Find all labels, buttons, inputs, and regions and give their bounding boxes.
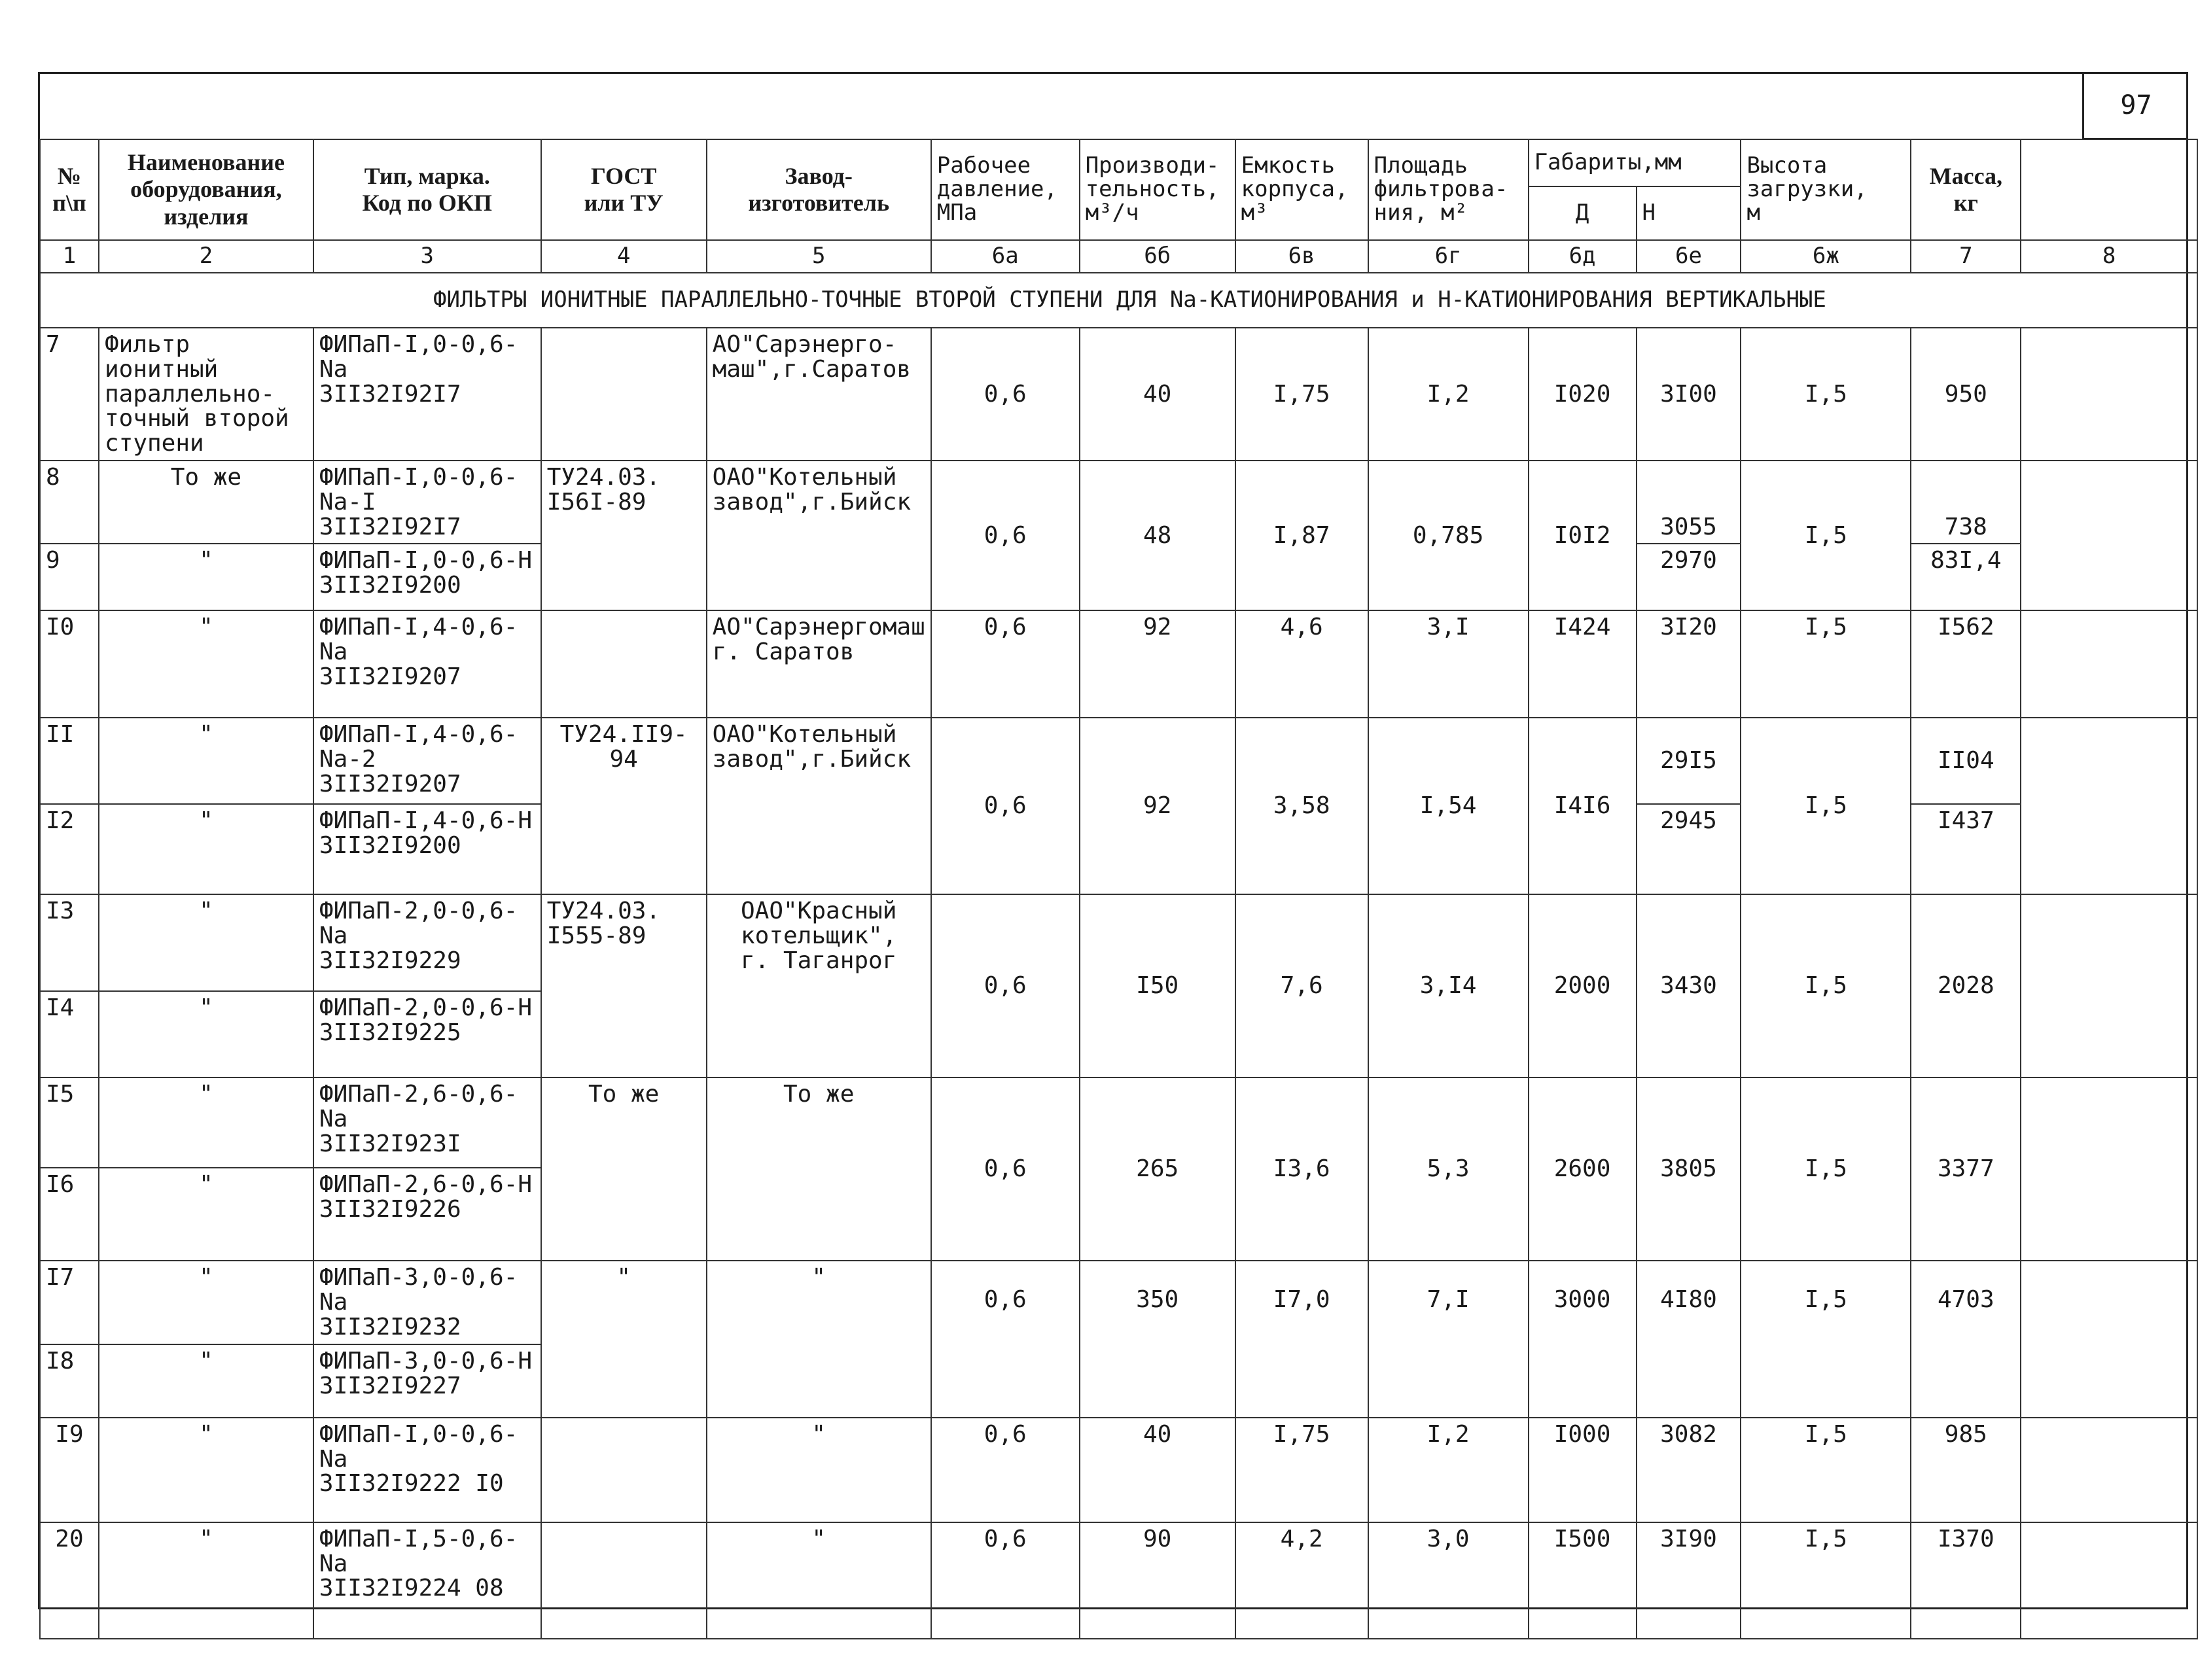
column-number-row <box>40 240 2197 273</box>
col8-cell <box>2021 1077 2197 1261</box>
manufacturer: ОАО"Котельный завод",г.Бийск <box>707 718 931 894</box>
dim-h: 3I20 <box>1637 610 1741 718</box>
filter-area: 3,0 <box>1368 1522 1529 1639</box>
header-plant: Завод- изготовитель <box>707 139 931 240</box>
col8-cell <box>2021 1261 2197 1417</box>
mass: I437 <box>1911 804 2021 894</box>
col8-cell <box>2021 328 2197 461</box>
header-row <box>40 139 2197 186</box>
gost-spec: " <box>541 1261 707 1417</box>
page-number: 97 <box>2082 72 2188 140</box>
equipment-name: " <box>99 1418 313 1522</box>
type-code: ФИПаП-I,0-0,6- Na-I 3II32I92I7 <box>313 461 541 544</box>
col-number: 6а <box>931 240 1080 273</box>
volume: I,87 <box>1235 461 1368 610</box>
table-row <box>40 1077 2197 1168</box>
volume: I7,0 <box>1235 1261 1368 1417</box>
volume: 4,6 <box>1235 610 1368 718</box>
row-num: 7 <box>40 328 99 461</box>
capacity: 40 <box>1080 1418 1235 1522</box>
gost-spec <box>541 1522 707 1639</box>
header-load-height: Высота загрузки, м <box>1741 139 1911 240</box>
mass: 738 <box>1911 461 2021 544</box>
header-name: Наименование оборудования, изделия <box>99 139 313 240</box>
manufacturer: АО"Сарэнерго- маш",г.Саратов <box>707 328 931 461</box>
dim-h: 3082 <box>1637 1418 1741 1522</box>
row-num: 20 <box>40 1522 99 1639</box>
type-code: ФИПаП-I,5-0,6- Na 3II32I9224 08 <box>313 1522 541 1639</box>
header-gost: ГОСТ или ТУ <box>541 139 707 240</box>
col-number: 6е <box>1637 240 1741 273</box>
col-number: 8 <box>2021 240 2197 273</box>
header-area: Площадь фильтрова- ния, м² <box>1368 139 1529 240</box>
table-row <box>40 461 2197 544</box>
volume: I,75 <box>1235 328 1368 461</box>
equipment-name: " <box>99 1077 313 1168</box>
header-type: Тип, марка. Код по ОКП <box>313 139 541 240</box>
table-row <box>40 1261 2197 1344</box>
row-num: 9 <box>40 544 99 610</box>
dim-d: I0I2 <box>1529 461 1637 610</box>
mass: 83I,4 <box>1911 544 2021 610</box>
col-number: 5 <box>707 240 931 273</box>
equipment-name: " <box>99 1344 313 1418</box>
load-height: I,5 <box>1741 328 1911 461</box>
row-num: II <box>40 718 99 804</box>
dim-d: I4I6 <box>1529 718 1637 894</box>
section-title: ФИЛЬТРЫ ИОНИТНЫЕ ПАРАЛЛЕЛЬНО-ТОЧНЫЕ ВТОРОЙ СТУПЕНИ ДЛЯ Na-КАТИОНИРОВАНИЯ и Н-КАТИОНИРОВАНИЯ ВЕРТИКАЛЬНЫЕ <box>40 273 2197 328</box>
gost-spec <box>541 610 707 718</box>
row-num: I9 <box>40 1418 99 1522</box>
mass: 2028 <box>1911 894 2021 1077</box>
header-dim-h: Н <box>1637 186 1741 240</box>
manufacturer: " <box>707 1418 931 1522</box>
row-num: I7 <box>40 1261 99 1344</box>
col8-cell <box>2021 1522 2197 1639</box>
load-height: I,5 <box>1741 461 1911 610</box>
load-height: I,5 <box>1741 1077 1911 1261</box>
type-code: ФИПаП-I,4-0,6- Na-2 3II32I9207 <box>313 718 541 804</box>
col-number: 6б <box>1080 240 1235 273</box>
row-num: I6 <box>40 1168 99 1261</box>
volume: 7,6 <box>1235 894 1368 1077</box>
equipment-name: " <box>99 1522 313 1639</box>
dim-h: 2970 <box>1637 544 1741 610</box>
capacity: 40 <box>1080 328 1235 461</box>
manufacturer: То же <box>707 1077 931 1261</box>
manufacturer: АО"Сарэнергомаш г. Саратов <box>707 610 931 718</box>
load-height: I,5 <box>1741 1522 1911 1639</box>
dim-d: 2600 <box>1529 1077 1637 1261</box>
row-num: I3 <box>40 894 99 991</box>
dim-h: 3I00 <box>1637 328 1741 461</box>
equipment-name: " <box>99 610 313 718</box>
header-capacity: Производи- тельность, м³/ч <box>1080 139 1235 240</box>
table-row <box>40 1418 2197 1522</box>
capacity: 48 <box>1080 461 1235 610</box>
dim-h: 4I80 <box>1637 1261 1741 1417</box>
dim-d: I020 <box>1529 328 1637 461</box>
col8-cell <box>2021 610 2197 718</box>
dim-h: 3055 <box>1637 461 1741 544</box>
filter-area: 5,3 <box>1368 1077 1529 1261</box>
type-code: ФИПаП-I,0-0,6- Na 3II32I9222 I0 <box>313 1418 541 1522</box>
filter-area: I,2 <box>1368 1418 1529 1522</box>
row-num: I5 <box>40 1077 99 1168</box>
gost-spec: ТУ24.03. I555-89 <box>541 894 707 1077</box>
table-row <box>40 610 2197 718</box>
dim-d: I424 <box>1529 610 1637 718</box>
col-number: 4 <box>541 240 707 273</box>
equipment-name: " <box>99 718 313 804</box>
load-height: I,5 <box>1741 610 1911 718</box>
pressure: 0,6 <box>931 718 1080 894</box>
mass: II04 <box>1911 718 2021 804</box>
filter-area: I,54 <box>1368 718 1529 894</box>
capacity: 92 <box>1080 718 1235 894</box>
filter-area: 3,I4 <box>1368 894 1529 1077</box>
col8-cell <box>2021 718 2197 894</box>
equipment-table <box>39 139 2198 1639</box>
type-code: ФИПаП-I,4-0,6- Na 3II32I9207 <box>313 610 541 718</box>
equipment-name: " <box>99 544 313 610</box>
gost-spec <box>541 1418 707 1522</box>
pressure: 0,6 <box>931 1522 1080 1639</box>
col8-cell <box>2021 461 2197 610</box>
load-height: I,5 <box>1741 894 1911 1077</box>
pressure: 0,6 <box>931 1418 1080 1522</box>
header-col8 <box>2021 139 2197 240</box>
dim-d: 2000 <box>1529 894 1637 1077</box>
equipment-name: " <box>99 1261 313 1344</box>
type-code: ФИПаП-3,0-0,6- Na 3II32I9232 <box>313 1261 541 1344</box>
row-num: I2 <box>40 804 99 894</box>
col-number: 2 <box>99 240 313 273</box>
type-code: ФИПаП-2,0-0,6- Na 3II32I9229 <box>313 894 541 991</box>
filter-area: 3,I <box>1368 610 1529 718</box>
type-code: ФИПаП-2,6-0,6- Na 3II32I923I <box>313 1077 541 1168</box>
filter-area: I,2 <box>1368 328 1529 461</box>
type-code: ФИПаП-I,4-0,6-Н 3II32I9200 <box>313 804 541 894</box>
header-pressure: Рабочее давление, МПа <box>931 139 1080 240</box>
volume: I3,6 <box>1235 1077 1368 1261</box>
type-code: ФИПаП-2,0-0,6-Н 3II32I9225 <box>313 991 541 1077</box>
mass: I370 <box>1911 1522 2021 1639</box>
equipment-name: " <box>99 991 313 1077</box>
volume: 3,58 <box>1235 718 1368 894</box>
header-mass: Масса, кг <box>1911 139 2021 240</box>
load-height: I,5 <box>1741 1418 1911 1522</box>
type-code: ФИПаП-I,0-0,6- Na 3II32I92I7 <box>313 328 541 461</box>
col-number: 7 <box>1911 240 2021 273</box>
gost-spec: ТУ24.II9- 94 <box>541 718 707 894</box>
header-dimensions: Габариты,мм <box>1529 139 1741 186</box>
type-code: ФИПаП-2,6-0,6-Н 3II32I9226 <box>313 1168 541 1261</box>
table-row <box>40 718 2197 804</box>
capacity: 92 <box>1080 610 1235 718</box>
header-num: № п\п <box>40 139 99 240</box>
col-number: 6д <box>1529 240 1637 273</box>
manufacturer: ОАО"Красный котельщик", г. Таганрог <box>707 894 931 1077</box>
equipment-name: Фильтр ионитный параллельно- точный второй ступени <box>99 328 313 461</box>
col-number: 6г <box>1368 240 1529 273</box>
dim-d: 3000 <box>1529 1261 1637 1417</box>
col8-cell <box>2021 1418 2197 1522</box>
pressure: 0,6 <box>931 1261 1080 1417</box>
table-row <box>40 328 2197 461</box>
table-row <box>40 894 2197 991</box>
dim-h: 3805 <box>1637 1077 1741 1261</box>
volume: I,75 <box>1235 1418 1368 1522</box>
section-row <box>40 273 2197 328</box>
row-num: I4 <box>40 991 99 1077</box>
type-code: ФИПаП-I,0-0,6-Н 3II32I9200 <box>313 544 541 610</box>
filter-area: 0,785 <box>1368 461 1529 610</box>
capacity: I50 <box>1080 894 1235 1077</box>
dim-h: 3430 <box>1637 894 1741 1077</box>
pressure: 0,6 <box>931 894 1080 1077</box>
header-volume: Емкость корпуса, м³ <box>1235 139 1368 240</box>
col-number: 3 <box>313 240 541 273</box>
type-code: ФИПаП-3,0-0,6-Н 3II32I9227 <box>313 1344 541 1418</box>
equipment-name: " <box>99 894 313 991</box>
row-num: I8 <box>40 1344 99 1418</box>
row-num: 8 <box>40 461 99 544</box>
load-height: I,5 <box>1741 718 1911 894</box>
equipment-name: " <box>99 1168 313 1261</box>
pressure: 0,6 <box>931 461 1080 610</box>
gost-spec: То же <box>541 1077 707 1261</box>
dim-h: 29I5 <box>1637 718 1741 804</box>
col-number: 1 <box>40 240 99 273</box>
manufacturer: " <box>707 1261 931 1417</box>
header-dim-d: Д <box>1529 186 1637 240</box>
mass: 985 <box>1911 1418 2021 1522</box>
gost-spec <box>541 328 707 461</box>
pressure: 0,6 <box>931 610 1080 718</box>
pressure: 0,6 <box>931 328 1080 461</box>
mass: I562 <box>1911 610 2021 718</box>
volume: 4,2 <box>1235 1522 1368 1639</box>
dim-h: 2945 <box>1637 804 1741 894</box>
manufacturer: " <box>707 1522 931 1639</box>
dim-d: I500 <box>1529 1522 1637 1639</box>
col8-cell <box>2021 894 2197 1077</box>
capacity: 90 <box>1080 1522 1235 1639</box>
dim-h: 3I90 <box>1637 1522 1741 1639</box>
capacity: 350 <box>1080 1261 1235 1417</box>
gost-spec: ТУ24.03. I56I-89 <box>541 461 707 610</box>
col-number: 6ж <box>1741 240 1911 273</box>
filter-area: 7,I <box>1368 1261 1529 1417</box>
pressure: 0,6 <box>931 1077 1080 1261</box>
row-num: I0 <box>40 610 99 718</box>
capacity: 265 <box>1080 1077 1235 1261</box>
equipment-name: То же <box>99 461 313 544</box>
load-height: I,5 <box>1741 1261 1911 1417</box>
mass: 3377 <box>1911 1077 2021 1261</box>
dim-d: I000 <box>1529 1418 1637 1522</box>
equipment-name: " <box>99 804 313 894</box>
table-row <box>40 1522 2197 1639</box>
mass: 950 <box>1911 328 2021 461</box>
col-number: 6в <box>1235 240 1368 273</box>
manufacturer: ОАО"Котельный завод",г.Бийск <box>707 461 931 610</box>
mass: 4703 <box>1911 1261 2021 1417</box>
